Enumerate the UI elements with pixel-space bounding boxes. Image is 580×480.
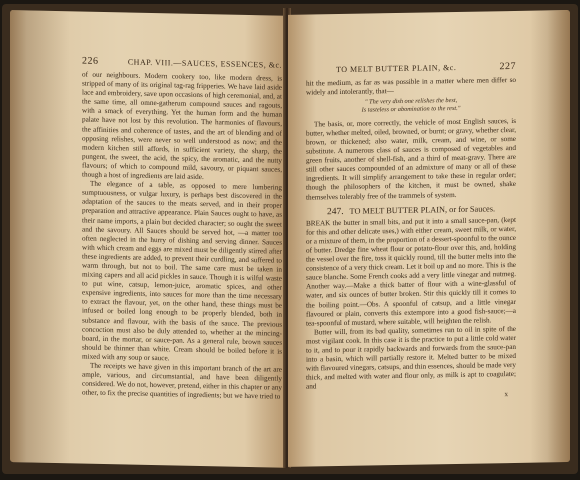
left-page	[10, 10, 286, 468]
right-running-header	[306, 61, 516, 77]
paragraph: The basis, or, more correctly, the vehicle of most English sauces, is butter, whether melted, oiled, browned, or burnt; or gravy, whether clear, brown, or thickened; also water, milk, cream, and wine, or some substitute. A numerous class of sauces is composed of vegetables and green fruits, another of shell-fish, and a third of meat-gravy. There are still other sauces compounded of an admixture of many or all of these ingredients. It will simplify arrangement to take these in regular order; though the philosophers of the kitchen, it must be owned, shake themselves tolerably free of the trammels of system.	[306, 116, 516, 202]
quote-line: Is tasteless or abomination to the rest."	[361, 104, 461, 114]
running-head-right: TO MELT BUTTER PLAIN, &c.	[336, 62, 457, 75]
left-running-header	[82, 56, 282, 72]
recipe-number: 247.	[326, 206, 344, 217]
paragraph: The elegance of a table, as opposed to mere lumbering sumptuousness, or vulgar luxury, is perhaps best discovered in the adaptation of the sauces to the meats served, and in their proper preparation and attractive appearance. Plain Sauces ought to have, as their name imports, a plain but decided character; so ought the sweet and the savoury. All Sauces should be served hot, —a matter too often neglected in the hurry of dishing and serving dinner. Sauces with which cream and eggs are mixed must be diligently stirred after these ingredients are added, to prevent their curdling, and suffered to warm through, but not to boil. The same care must be taken in mixing capers and all acid pickles in sauce. Though it is wilful waste to put wine, catsup, lemon-juice, aromatic spices, and other expensive ingredients, into sauces for more than the time necessary to extract the flavour, yet, on the other hand, these things must be infused or boiled long enough to be properly blended, both in substance and flavour, with the basis of the sauce. The previous concoction must also be duly attended to, whether at the mincing-board, in the mortar, or sauce-pan. As a general rule, brown sauces should be thinner than white. Cream should be boiled before it is mixed with any soup or sauce.	[82, 179, 282, 363]
left-page-body	[82, 71, 282, 403]
running-head-left: CHAP. VIII.—SAUCES, ESSENCES, &c.	[127, 57, 282, 70]
paragraph: The receipts we have given in this important branch of the art are ample, various, and circumstantial, and have been diligently considered. We do not, however, pretend, either in this chapter or any other, to fix the precise quantities of ingredients; but we have tried to	[82, 361, 282, 401]
recipe-title: TO MELT BUTTER PLAIN, or for Sauces.	[349, 203, 496, 216]
signature-mark: x	[504, 389, 508, 398]
verse-quote	[306, 96, 516, 115]
paragraph: hit the medium, as far as was possible in a matter where men differ so widely and intolerantly, that—	[306, 75, 516, 97]
paragraph: of our neighbours. Modern cookery too, like modern dress, is stripped of many of its original tag-rag fripperies. We have laid aside lace and embroidery, save upon occasions of high ceremonial, and, at the same time, all omne-gatherum compound sauces and ragouts, with a smack of everything. Yet the human form and the human palate have not lost by this revolution. The harmonies of flavours, the affinities and coherence of tastes, and the art of blending and of opposing relishes, were never so well understood as now; and the modern kitchen still affords, in sufficient variety, the sharp, the pungent, the sweet, the acid, the spicy, the aromatic, and the nutty flavours; of which to compound mild, savoury, or piquant sauces, though a host of ingredients are laid aside.	[82, 70, 282, 182]
page-shadow	[10, 10, 70, 463]
right-page	[288, 10, 570, 467]
page-number-right: 227	[499, 60, 516, 73]
paragraph: Butter will, from its bad quality, sometimes run to oil in spite of the most vigilant cook. In this case it is the practice to put a little cold water to it, and to pour it rapidly backwards and forwards from the sauce-pan into a basin, which will partially restore it. Melted butter to be mixed with flavoured vinegars, catsups, and thin essences, should be made very thick, and melted with water and flour only, as milk is apt to coagulate; and	[306, 324, 516, 392]
paragraph: BREAK the butter in small bits, and put it into a small sauce-pan, (kept for this and other delicate uses,) with either cream, sweet milk, or water, or a mixture of them, in the proportion of a dessert-spoonful to the ounce of butter. Dredge fine wheat flour or potato-flour over this, and, holding the vessel over the fire, toss it quickly round, till the butter melts into the consistence of a very thick cream. Let it boil up and no more. This is the sauce blanche. Some French cooks add a very little vinegar and nutmeg. Another way.—Make a thick batter of flour with a wine-glassful of water, and six ounces of butter broken. Stir this quickly till it comes to the boiling point.—Obs. A spoonful of catsup, and a little vinegar flavoured or plain, converts this extempore into a good fish-sauce;—a tea-spoonful of mustard, where suitable, will heighten the relish.	[306, 215, 516, 328]
page-number-left: 226	[82, 55, 99, 67]
right-page-body	[306, 76, 516, 402]
page-shadow	[530, 10, 570, 463]
right-page-content	[306, 61, 516, 402]
left-page-content	[82, 56, 282, 403]
quote-line: " The very dish one relishes the best,	[364, 97, 458, 106]
open-book	[2, 4, 578, 474]
